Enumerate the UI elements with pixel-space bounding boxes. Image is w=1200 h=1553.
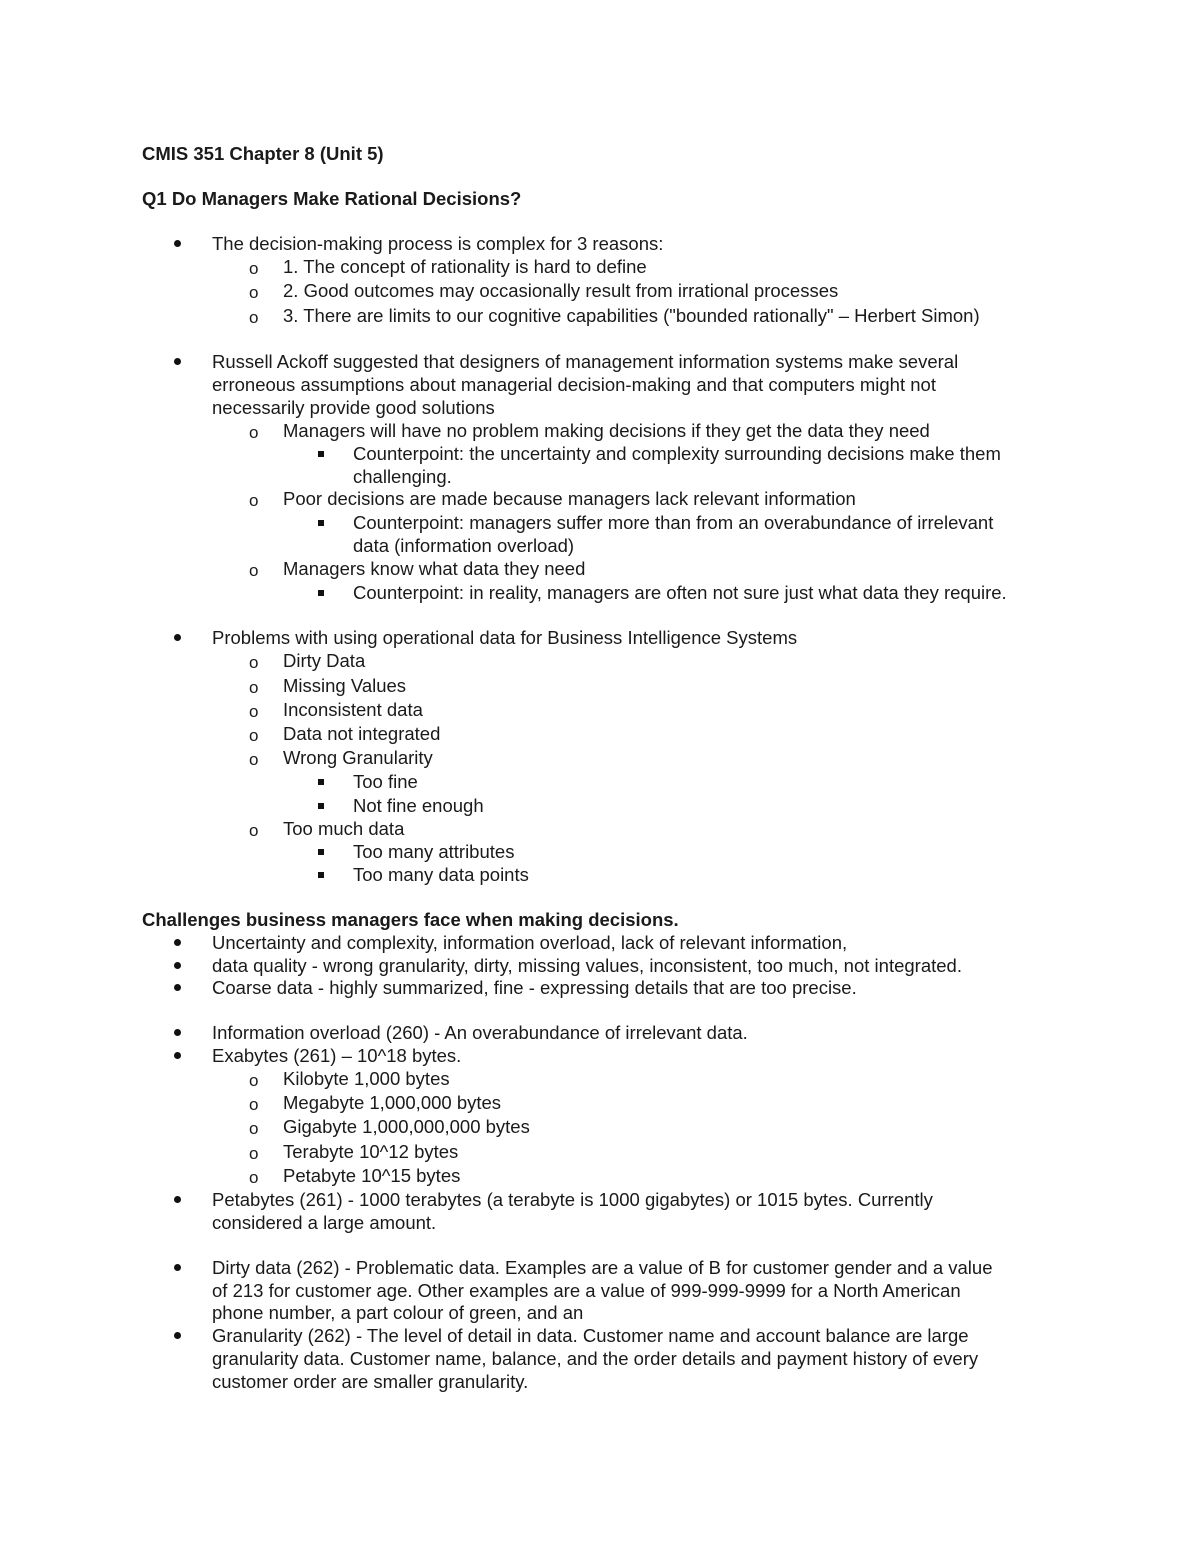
list-item: Problems with using operational data for Business Intelligence Systems (0, 626, 1200, 650)
list-item: o Managers know what data they need (0, 557, 1200, 581)
square-bullet-icon (318, 451, 324, 457)
circle-bullet-icon: o (249, 1095, 259, 1114)
list-item: data quality - wrong granularity, dirty, missing values, inconsistent, too much, not integrated. (0, 954, 1200, 978)
list-item: o Managers will have no problem making decisions if they get the data they need (0, 419, 1200, 443)
circle-bullet-icon: o (249, 491, 259, 510)
section-heading-challenges: Challenges business managers face when making decisions. (142, 909, 679, 930)
list-item-continuation: erroneous assumptions about managerial decision-making and that computers might not (212, 374, 936, 395)
list-item: Petabytes (261) - 1000 terabytes (a terabyte is 1000 gigabytes) or 1015 bytes. Currently (0, 1188, 1200, 1212)
circle-bullet-icon: o (249, 653, 259, 672)
list-item: Information overload (260) - An overabundance of irrelevant data. (0, 1021, 1200, 1045)
list-item-continuation: customer order are smaller granularity. (212, 1371, 529, 1392)
circle-bullet-icon: o (249, 1071, 259, 1090)
page-title: CMIS 351 Chapter 8 (Unit 5) (142, 143, 384, 164)
circle-bullet-icon: o (249, 283, 259, 302)
list-item: Too fine (0, 770, 1200, 794)
bullet-icon (174, 962, 181, 969)
bullet-icon (174, 358, 181, 365)
list-item: Russell Ackoff suggested that designers of management information systems make several (0, 350, 1200, 374)
circle-bullet-icon: o (249, 702, 259, 721)
circle-bullet-icon: o (249, 561, 259, 580)
list-item: Counterpoint: in reality, managers are often not sure just what data they require. (0, 581, 1200, 605)
list-item: o Petabyte 10^15 bytes (0, 1164, 1200, 1188)
circle-bullet-icon: o (249, 423, 259, 442)
section-heading-q1: Q1 Do Managers Make Rational Decisions? (142, 188, 522, 209)
list-item: Dirty data (262) - Problematic data. Examples are a value of B for customer gender and a value (0, 1256, 1200, 1280)
circle-bullet-icon: o (249, 259, 259, 278)
circle-bullet-icon: o (249, 726, 259, 745)
list-item-continuation: phone number, a part colour of green, and an (212, 1302, 584, 1323)
list-item: o Too much data (0, 817, 1200, 841)
list-item: o 1. The concept of rationality is hard to define (0, 255, 1200, 279)
list-item: Not fine enough (0, 794, 1200, 818)
list-item: o Terabyte 10^12 bytes (0, 1140, 1200, 1164)
list-item: o Dirty Data (0, 649, 1200, 673)
list-item-continuation: challenging. (353, 466, 452, 487)
list-item: o 3. There are limits to our cognitive capabilities ("bounded rationally" – Herbert Simon) (0, 304, 1200, 328)
square-bullet-icon (318, 803, 324, 809)
square-bullet-icon (318, 779, 324, 785)
bullet-icon (174, 634, 181, 641)
square-bullet-icon (318, 590, 324, 596)
circle-bullet-icon: o (249, 1168, 259, 1187)
list-item-continuation: data (information overload) (353, 535, 575, 556)
list-item: Too many data points (0, 863, 1200, 887)
circle-bullet-icon: o (249, 1144, 259, 1163)
square-bullet-icon (318, 520, 324, 526)
bullet-icon (174, 1029, 181, 1036)
bullet-icon (174, 1196, 181, 1203)
list-item-continuation: granularity data. Customer name, balance, and the order details and payment history of every (212, 1348, 979, 1369)
list-item-continuation: considered a large amount. (212, 1212, 437, 1233)
list-item: The decision-making process is complex for 3 reasons: (0, 232, 1200, 256)
list-item: Counterpoint: the uncertainty and complexity surrounding decisions make them (0, 442, 1200, 466)
circle-bullet-icon: o (249, 678, 259, 697)
list-item: Coarse data - highly summarized, fine - expressing details that are too precise. (0, 976, 1200, 1000)
list-item: o Inconsistent data (0, 698, 1200, 722)
circle-bullet-icon: o (249, 1119, 259, 1138)
list-item: o Data not integrated (0, 722, 1200, 746)
list-item: Uncertainty and complexity, information overload, lack of relevant information, (0, 931, 1200, 955)
list-item-continuation: necessarily provide good solutions (212, 397, 495, 418)
square-bullet-icon (318, 872, 324, 878)
bullet-icon (174, 984, 181, 991)
list-item: Exabytes (261) – 10^18 bytes. (0, 1044, 1200, 1068)
list-item: o Missing Values (0, 674, 1200, 698)
circle-bullet-icon: o (249, 750, 259, 769)
circle-bullet-icon: o (249, 821, 259, 840)
circle-bullet-icon: o (249, 308, 259, 327)
list-item: o 2. Good outcomes may occasionally result from irrational processes (0, 279, 1200, 303)
list-item: Counterpoint: managers suffer more than from an overabundance of irrelevant (0, 511, 1200, 535)
bullet-icon (174, 240, 181, 247)
bullet-icon (174, 939, 181, 946)
list-item: o Kilobyte 1,000 bytes (0, 1067, 1200, 1091)
list-item: o Megabyte 1,000,000 bytes (0, 1091, 1200, 1115)
bullet-icon (174, 1332, 181, 1339)
bullet-icon (174, 1052, 181, 1059)
list-item: o Poor decisions are made because managers lack relevant information (0, 487, 1200, 511)
list-item-continuation: of 213 for customer age. Other examples are a value of 999-999-9999 for a North American (212, 1280, 961, 1301)
list-item: Too many attributes (0, 840, 1200, 864)
list-item: o Gigabyte 1,000,000,000 bytes (0, 1115, 1200, 1139)
list-item: Granularity (262) - The level of detail in data. Customer name and account balance are large (0, 1324, 1200, 1348)
square-bullet-icon (318, 849, 324, 855)
bullet-icon (174, 1264, 181, 1271)
list-item: o Wrong Granularity (0, 746, 1200, 770)
